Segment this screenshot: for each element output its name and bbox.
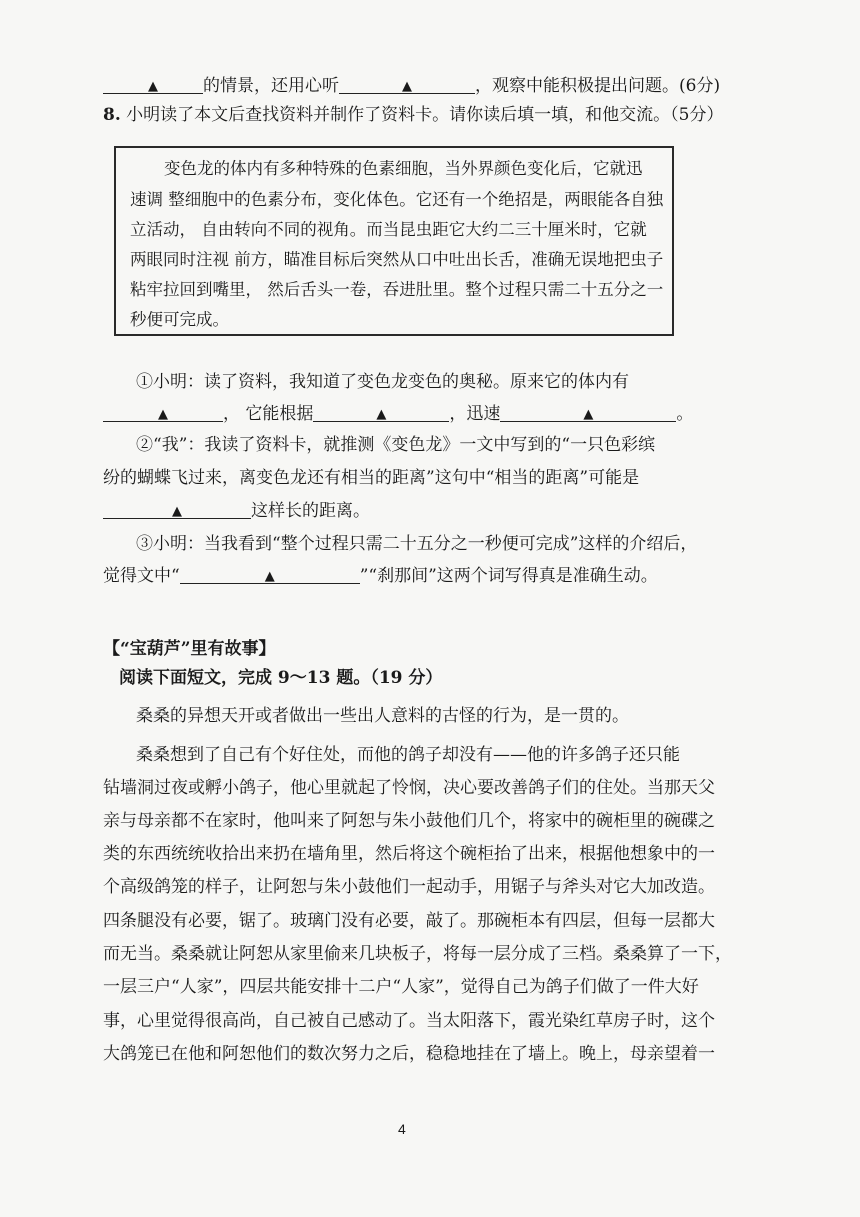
story-line: 个高级鸽笼的样子，让阿恕与朱小鼓他们一起动手，用锯子与斧头对它大加改造。 xyxy=(103,877,715,897)
item-1-line-1: ①小明：读了资料，我知道了变色龙变色的奥秘。原来它的体内有 xyxy=(136,372,629,392)
item-1-text-end: 。 xyxy=(676,404,694,424)
card-line: 秒便可完成。 xyxy=(130,310,229,329)
card-line: 两眼同时注视 前方，瞄准目标后突然从口中吐出长舌，准确无误地把虫子 xyxy=(130,250,664,269)
card-line: 粘牢拉回到嘴里， 然后舌头一卷，吞进肚里。整个过程只需二十五分之一 xyxy=(130,280,664,299)
triangle-marker-icon: ▲ xyxy=(172,504,182,519)
item-2-line-3 xyxy=(103,500,370,522)
story-line: 桑桑想到了自己有个好住处，而他的鸽子却没有——他的许多鸽子还只能 xyxy=(136,745,680,765)
answer-blank[interactable] xyxy=(313,403,449,422)
question-number: 8. xyxy=(103,105,121,125)
story-line: 事，心里觉得很高尚，自己被自己感动了。当太阳落下，霞光染红草房子时，这个 xyxy=(103,1011,715,1031)
card-line: 速调 整细胞中的色素分布，变化体色。它还有一个绝招是，两眼能各自独 xyxy=(130,190,664,209)
triangle-marker-icon: ▲ xyxy=(264,569,275,584)
story-line: 桑桑的异想天开或者做出一些出人意料的古怪的行为，是一贯的。 xyxy=(136,706,629,726)
item-3-text-pre: 觉得文中“ xyxy=(103,566,180,586)
triangle-marker-icon: ▲ xyxy=(376,407,387,422)
question-text: 小明读了本文后查找资料并制作了资料卡。请你读后填一填，和他交流。（5分） xyxy=(126,105,724,125)
question-8 xyxy=(103,104,723,126)
item-2-line-1: ②“我”：我读了资料卡，就推测《变色龙》一文中写到的“一只色彩缤 xyxy=(136,435,656,455)
triangle-marker-icon: ▲ xyxy=(583,407,594,422)
item-3-text-post: ”“刹那间”这两个词写得真是准确生动。 xyxy=(359,566,658,586)
item-2-line-2: 纷的蝴蝶飞过来，离变色龙还有相当的距离”这句中“相当的距离”可能是 xyxy=(103,468,640,488)
section-heading: 【“宝葫芦”里有故事】 xyxy=(103,639,276,659)
answer-blank[interactable] xyxy=(500,403,676,422)
page-number: 4 xyxy=(398,1121,406,1137)
answer-blank[interactable] xyxy=(180,565,360,584)
item-3-line-1: ③小明：当我看到“整个过程只需二十五分之一秒便可完成”这样的介绍后， xyxy=(136,534,698,554)
story-line: 一层三户“人家”，四层共能安排十二户“人家”，觉得自己为鸽子们做了一件大好 xyxy=(103,977,699,997)
answer-blank[interactable] xyxy=(103,500,251,519)
item-1-text-mid: ， 它能根据 xyxy=(223,404,314,424)
story-line: 而无当。桑桑就让阿恕从家里偷来几块板子，将每一层分成了三档。桑桑算了一下， xyxy=(103,944,732,964)
section-instruction: 阅读下面短文，完成 9～13 题。（19 分） xyxy=(119,668,443,688)
item-3-line-2 xyxy=(103,565,658,587)
card-line: 立活动， 自由转向不同的视角。而当昆虫距它大约二三十厘米时，它就 xyxy=(130,220,647,239)
answer-blank[interactable] xyxy=(103,403,223,422)
story-line: 类的东西统统收拾出来扔在墙角里，然后将这个碗柜抬了出来，根据他想象中的一 xyxy=(103,844,715,864)
info-card xyxy=(114,146,674,336)
triangle-marker-icon: ▲ xyxy=(402,79,412,94)
top-continuation-line xyxy=(103,75,720,97)
triangle-marker-icon: ▲ xyxy=(148,79,158,94)
card-line: 变色龙的体内有多种特殊的色素细胞，当外界颜色变化后，它就迅 xyxy=(164,159,643,178)
item-1-text-mid2: ，迅速 xyxy=(449,404,501,424)
story-line: 大鸽笼已在他和阿恕他们的数次努力之后，稳稳地挂在了墙上。晚上，母亲望着一 xyxy=(103,1044,715,1064)
answer-blank[interactable] xyxy=(339,75,475,94)
top-text-2: ，观察中能积极提出问题。(6分) xyxy=(475,76,721,96)
answer-blank[interactable] xyxy=(103,75,203,94)
top-text-1: 的情景，还用心听 xyxy=(203,76,339,96)
triangle-marker-icon: ▲ xyxy=(158,407,168,422)
item-2-text-end: 这样长的距离。 xyxy=(251,501,370,521)
story-line: 亲与母亲都不在家时，他叫来了阿恕与朱小鼓他们几个，将家中的碗柜里的碗碟之 xyxy=(103,811,715,831)
story-line: 钻墙洞过夜或孵小鸽子，他心里就起了怜悯，决心要改善鸽子们的住处。当那天父 xyxy=(103,778,715,798)
item-1-line-2 xyxy=(103,403,693,425)
story-line: 四条腿没有必要，锯了。玻璃门没有必要，敲了。那碗柜本有四层，但每一层都大 xyxy=(103,911,715,931)
